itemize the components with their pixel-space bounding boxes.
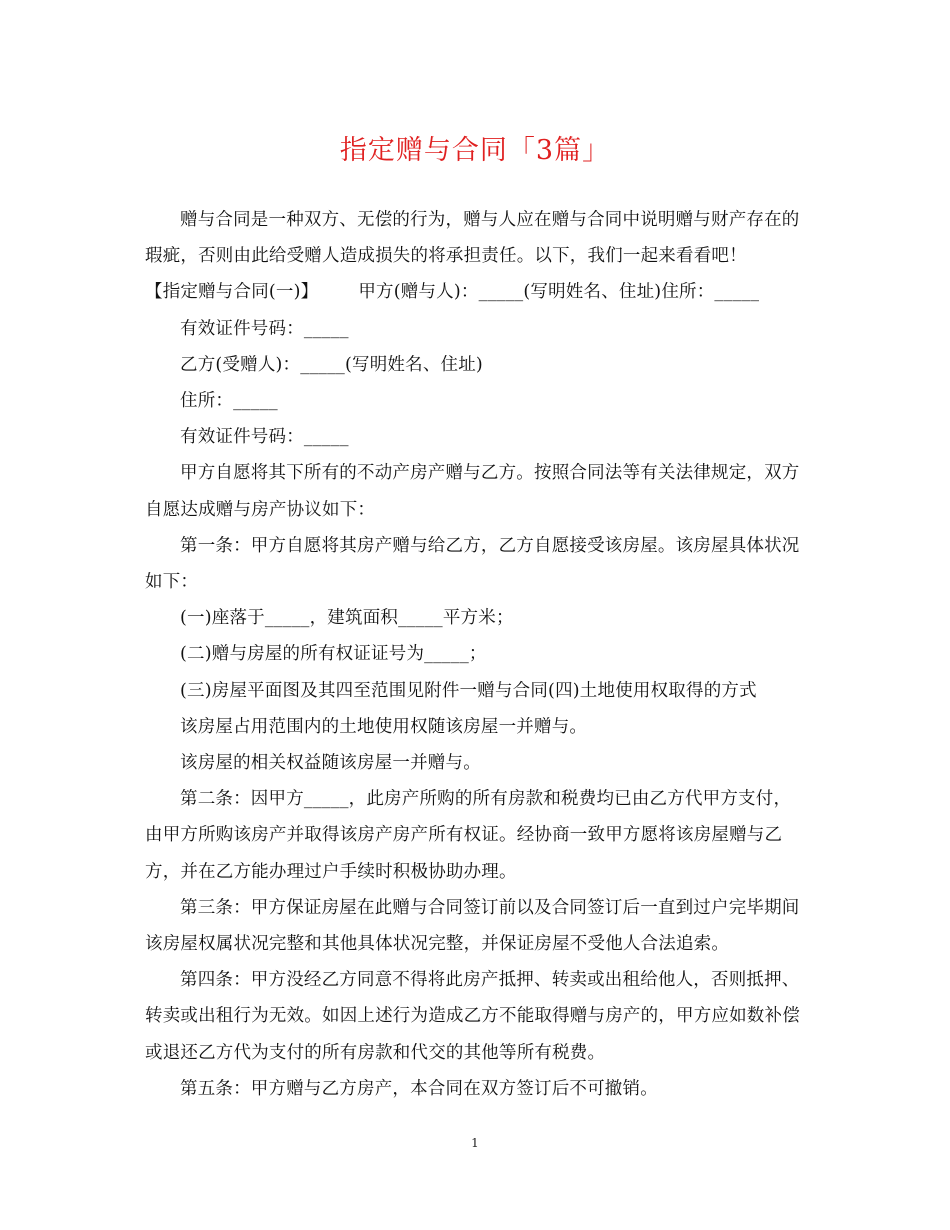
article-4: 第四条：甲方没经乙方同意不得将此房产抵押、转卖或出租给他人，否则抵押、转卖或出租行为无效。如因上述行为造成乙方不能取得赠与房产的，甲方应如数补偿或退还乙方代为支付的所有房款和代交的其他等所有税费。 <box>145 970 800 1063</box>
article-1: 第一条：甲方自愿将其房产赠与给乙方，乙方自愿接受该房屋。该房屋具体状况如下： <box>145 535 800 593</box>
party-a-id: 有效证件号码：_____ <box>180 318 349 339</box>
article-1-item-3-continued: 该房屋占用范围内的土地使用权随该房屋一并赠与。 <box>180 716 588 737</box>
document-title: 指定赠与合同「3篇」 <box>339 135 611 166</box>
party-b-id: 有效证件号码：_____ <box>180 427 349 448</box>
article-1-item-1: (一)座落于_____，建筑面积_____平方米； <box>180 608 514 629</box>
article-3: 第三条：甲方保证房屋在此赠与合同签订前以及合同签订后一直到过户完毕期间该房屋权属状况完整和其他具体状况完整，并保证房屋不受他人合法追索。 <box>145 897 800 955</box>
article-5: 第五条：甲方赠与乙方房产，本合同在双方签订后不可撤销。 <box>180 1078 658 1099</box>
intro-paragraph: 赠与合同是一种双方、无偿的行为，赠与人应在赠与合同中说明赠与财产存在的瑕疵，否则由此给受赠人造成损失的将承担责任。以下，我们一起来看看吧！ <box>145 210 800 267</box>
page-number: 1 <box>471 1136 479 1150</box>
article-1-item-3: (三)房屋平面图及其四至范围见附件一赠与合同(四)土地使用权取得的方式 <box>180 680 757 701</box>
preamble-paragraph: 甲方自愿将其下所有的不动产房产赠与乙方。按照合同法等有关法律规定，双方自愿达成赠与房产协议如下： <box>145 463 800 520</box>
section-header-line <box>145 274 805 310</box>
document-body <box>145 202 805 1107</box>
article-2: 第二条：因甲方_____，此房产所购的所有房款和税费均已由乙方代甲方支付，由甲方所购该房产并取得该房产房产所有权证。经协商一致甲方愿将该房屋赠与乙方，并在乙方能办理过户手续时积极协助办理。 <box>145 789 792 882</box>
article-1-item-2: (二)赠与房屋的所有权证证号为_____； <box>180 644 487 665</box>
section-heading: 【指定赠与合同(一)】 <box>145 282 319 303</box>
party-b-address: 住所：_____ <box>180 391 278 412</box>
rights-paragraph: 该房屋的相关权益随该房屋一并赠与。 <box>180 753 481 774</box>
party-b-line: 乙方(受赠人)：_____(写明姓名、住址) <box>180 354 483 375</box>
party-a-line: 甲方(赠与人)：_____(写明姓名、住址)住所：_____ <box>358 282 760 303</box>
